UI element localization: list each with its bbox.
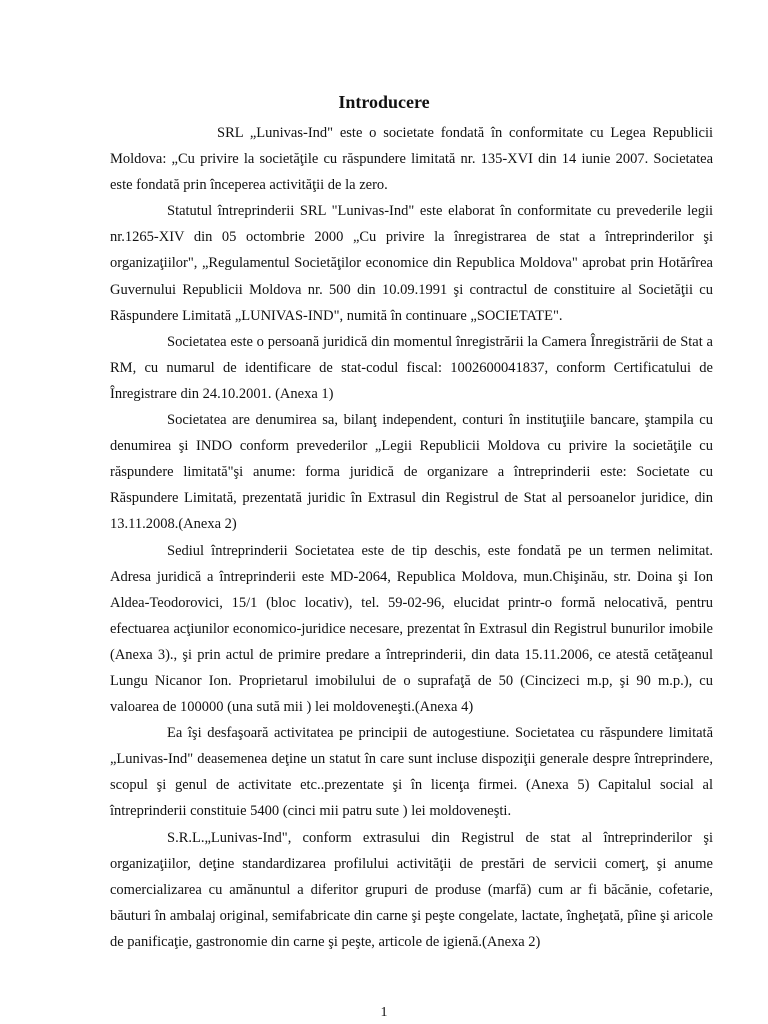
- page-number: 1: [380, 1005, 388, 1020]
- document-body: [110, 120, 713, 955]
- paragraph-headquarters: Sediul întreprinderii Societatea este de tip deschis, este fondată pe un termen nelimitat. Adresa juridică a întreprinderii este MD-2064, Republica Moldova, mun.Chişinău, str. Doina şi Ion Aldea-Teodorovici, 15/1 (bloc locativ), tel. 59-02-96, elucidat printr-o formă nelocativă, pentru efectuarea acţiunilor economico-juridice necesare, prezentat în Extrasul din Registrul bunurilor imobile (Anexa 3)., şi prin actul de primire predare a întreprinderii, din data 15.11.2006, ce atestă cetăţeanul Lungu Nicanor Ion. Proprietarul imobilului de o suprafaţă de 50 (Cincizeci m.p, şi 90 m.p.), cu valoarea de 100000 (una sută mii ) lei moldoveneşti.(Anexa 4): [110, 542, 713, 716]
- paragraph-commerce: S.R.L.„Lunivas-Ind", conform extrasului din Registrul de stat al întreprinderilor şi organizaţiilor, deţine standardizarea profilului activităţii de prestări de servicii comerţ, şi anume comercializarea cu amănuntul a diferitor grupuri de produse (marfă) cum ar fi băcănie, cofetarie, băuturi în ambalaj original, semifabricate din carne şi peşte congelate, lactate, îngheţată, pîine şi aricole de panificaţie, gastronomie din carne şi peşte, articole de igienă.(Anexa 2): [110, 829, 713, 950]
- paragraph-legal-entity: Societatea este o persoană juridică din momentul înregistrării la Camera Înregistrării de Stat a RM, cu numarul de identificare de stat-codul fiscal: 1002600041837, conform Certificatului de Înregistrare din 24.10.2001. (Anexa 1): [110, 333, 713, 402]
- paragraph-activity: Ea îşi desfaşoară activitatea pe principii de autogestiune. Societatea cu răspundere limitată „Lunivas-Ind" deasemenea deţine un statut în care sunt incluse dispoziţii generale despre întreprindere, scopul şi genul de activitate etc..prezentate şi în licenţa firmei. (Anexa 5) Capitalul social al întreprinderii constituie 5400 (cinci mii patru sute ) lei moldoveneşti.: [110, 725, 713, 820]
- paragraph-statute: Statutul întreprinderii SRL "Lunivas-Ind" este elaborat în conformitate cu prevederile legii nr.1265-XIV din 05 octombrie 2000 „Cu privire la înregistrarea de stat a întreprinderilor şi organizaţiilor", „Regulamentul Societăţilor economice din Republica Moldova" aprobat prin Hotărîrea Guvernului Republicii Moldova nr. 500 din 10.09.1991 şi contractul de constituire al Societăţii cu Răspundere Limitată „LUNIVAS-IND", numită în continuare „SOCIETATE".: [110, 203, 713, 324]
- page-title: Introducere: [338, 92, 430, 112]
- paragraph-denomination: Societatea are denumirea sa, bilanţ independent, conturi în instituţiile bancare, ştampila cu denumirea şi INDO conform prevederilor „Legii Republicii Moldova cu privire la societăţile cu răspundere limitată"şi anume: forma juridică de organizare a întreprinderii este: Societate cu Răspundere Limitată, prezentată juridic în Extrasul din Registrul de Stat al persoanelor juridice, din 13.11.2008.(Anexa 2): [110, 412, 713, 533]
- paragraph-intro: SRL „Lunivas-Ind" este o societate fondată în conformitate cu Legea Republicii Moldova: „Cu privire la societăţile cu răspundere limitată nr. 135-XVI din 14 iunie 2007. Societatea este fondată prin începerea activităţii de la zero.: [110, 125, 713, 194]
